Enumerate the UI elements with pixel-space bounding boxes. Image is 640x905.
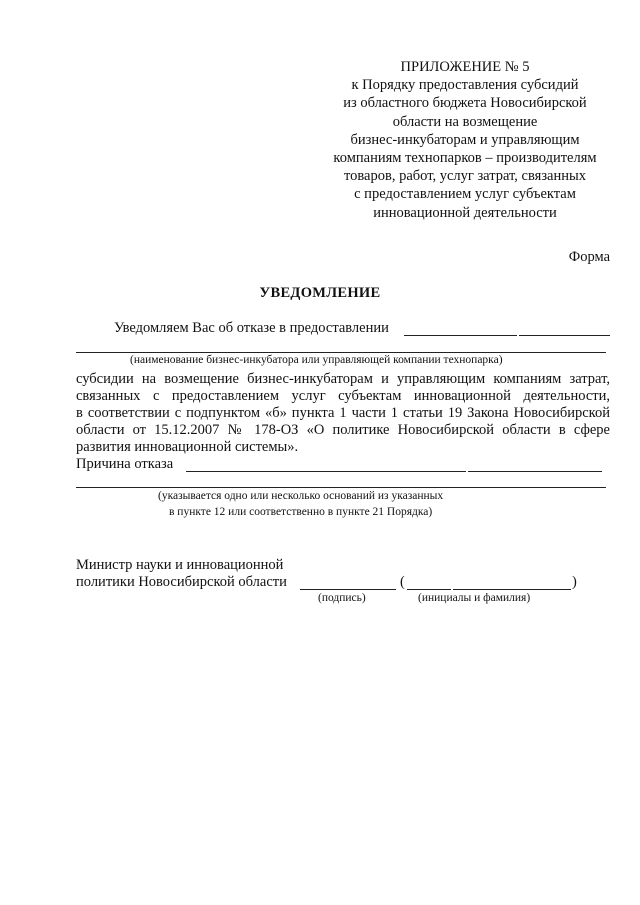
recipient-hint: (наименование бизнес-инкубатора или управляющей компании технопарка) bbox=[130, 354, 503, 366]
signature-hint: (подпись) bbox=[318, 592, 366, 604]
reason-hint: (указывается одно или несколько оснований из указанных bbox=[158, 490, 444, 502]
reason-blank-line[interactable] bbox=[76, 487, 606, 488]
appendix-line: области на возмещение bbox=[392, 113, 538, 130]
appendix-header bbox=[300, 58, 630, 222]
name-blank-1[interactable] bbox=[407, 589, 451, 590]
name-paren-open: ( bbox=[400, 574, 405, 590]
name-paren-close: ) bbox=[572, 574, 577, 590]
signatory-line: Министр науки и инновационной bbox=[76, 557, 284, 573]
body-line: области от 15.12.2007 № 178-ОЗ «О политике Новосибирской области в сфере bbox=[76, 422, 610, 438]
appendix-line: товаров, работ, услуг затрат, связанных bbox=[344, 168, 586, 185]
appendix-line: к Порядку предоставления субсидий bbox=[351, 77, 579, 94]
name-blank-2[interactable] bbox=[453, 589, 571, 590]
body-line: субсидии на возмещение бизнес-инкубаторам и управляющим компаниям затрат, bbox=[76, 371, 610, 387]
signature-blank[interactable] bbox=[300, 589, 396, 590]
recipient-blank-2[interactable] bbox=[519, 335, 610, 336]
appendix-line: компаниям технопарков – производителям bbox=[333, 150, 597, 167]
recipient-blank-1[interactable] bbox=[404, 335, 517, 336]
body-line: в соответствии с подпунктом «б» пункта 1 части 1 статьи 19 Закона Новосибирской bbox=[76, 405, 610, 421]
appendix-line: бизнес-инкубаторам и управляющим bbox=[350, 131, 580, 148]
body-line: связанных с предоставлением услуг субъектам инновационной деятельности, bbox=[76, 388, 610, 404]
name-hint: (инициалы и фамилия) bbox=[418, 592, 531, 604]
reason-hint: в пункте 12 или соответственно в пункте 21 Порядка) bbox=[169, 506, 433, 518]
document-title: УВЕДОМЛЕНИЕ bbox=[259, 285, 381, 301]
appendix-line: с предоставлением услуг субъектам bbox=[354, 186, 576, 203]
notify-text: Уведомляем Вас об отказе в предоставлении bbox=[114, 320, 389, 336]
reason-blank-2[interactable] bbox=[468, 471, 602, 472]
reason-label: Причина отказа bbox=[76, 456, 174, 472]
signatory-line: политики Новосибирской области bbox=[76, 574, 287, 590]
appendix-line: инновационной деятельности bbox=[373, 204, 557, 221]
form-label: Форма bbox=[568, 249, 610, 265]
appendix-line: из областного бюджета Новосибирской bbox=[343, 95, 587, 112]
body-last-line: развития инновационной системы». bbox=[76, 439, 299, 455]
recipient-blank-line[interactable] bbox=[76, 352, 606, 353]
appendix-line: ПРИЛОЖЕНИЕ № 5 bbox=[400, 59, 530, 75]
reason-blank-1[interactable] bbox=[186, 471, 466, 472]
